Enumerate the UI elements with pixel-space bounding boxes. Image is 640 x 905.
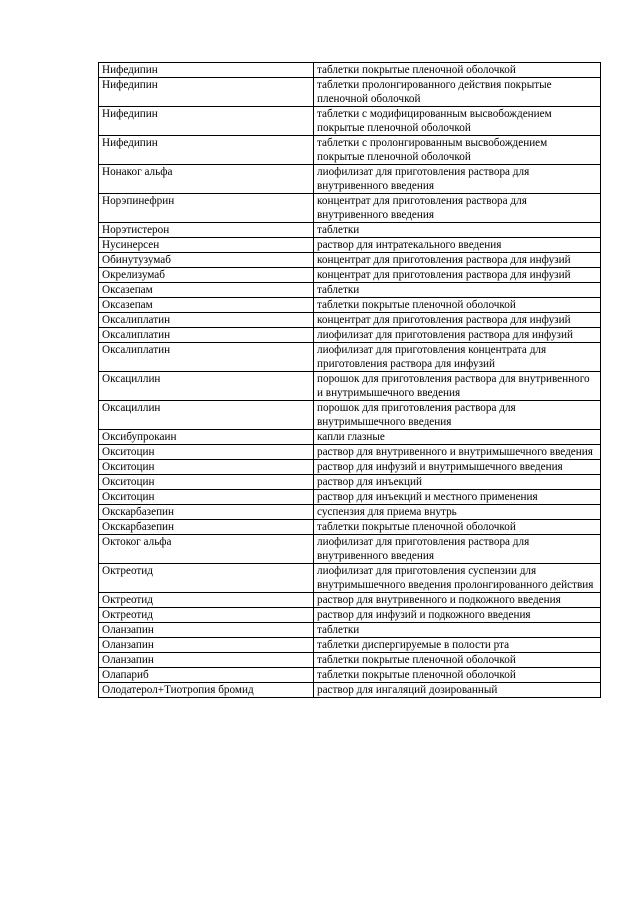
dosage-form-cell: суспензия для приема внутрь (314, 505, 601, 520)
table-row (99, 668, 601, 683)
dosage-form-cell: концентрат для приготовления раствора для внутривенного введения (314, 194, 601, 223)
table-row (99, 445, 601, 460)
table-row (99, 638, 601, 653)
drug-name-cell: Оксациллин (99, 372, 314, 401)
drug-name-cell: Октоког альфа (99, 535, 314, 564)
table-row (99, 223, 601, 238)
table-row (99, 107, 601, 136)
table-row (99, 490, 601, 505)
dosage-form-cell: таблетки диспергируемые в полости рта (314, 638, 601, 653)
dosage-form-cell: таблетки (314, 283, 601, 298)
drug-name-cell: Окскарбазепин (99, 505, 314, 520)
drug-name-cell: Норэтистерон (99, 223, 314, 238)
drug-name-cell: Оланзапин (99, 653, 314, 668)
dosage-form-cell: таблетки с пролонгированным высвобождением покрытые пленочной оболочкой (314, 136, 601, 165)
dosage-form-cell: лиофилизат для приготовления суспензии для внутримышечного введения пролонгированного действия (314, 564, 601, 593)
drug-name-cell: Окситоцин (99, 445, 314, 460)
table-row (99, 505, 601, 520)
drug-name-cell: Оксациллин (99, 401, 314, 430)
drug-name-cell: Оксазепам (99, 298, 314, 313)
drug-name-cell: Олапариб (99, 668, 314, 683)
dosage-form-cell: раствор для интратекального введения (314, 238, 601, 253)
table-row (99, 283, 601, 298)
table-row (99, 343, 601, 372)
drug-name-cell: Нонаког альфа (99, 165, 314, 194)
drug-name-cell: Окситоцин (99, 460, 314, 475)
dosage-form-cell: лиофилизат для приготовления раствора для инфузий (314, 328, 601, 343)
dosage-form-cell: таблетки пролонгированного действия покрытые пленочной оболочкой (314, 78, 601, 107)
drug-name-cell: Оланзапин (99, 623, 314, 638)
drug-name-cell: Оксалиплатин (99, 328, 314, 343)
table-row (99, 623, 601, 638)
table-row (99, 194, 601, 223)
dosage-form-cell: концентрат для приготовления раствора для инфузий (314, 253, 601, 268)
table-row (99, 63, 601, 78)
dosage-form-cell: раствор для инъекций и местного применения (314, 490, 601, 505)
drug-name-cell: Оксалиплатин (99, 343, 314, 372)
drug-name-cell: Оланзапин (99, 638, 314, 653)
table-row (99, 238, 601, 253)
drug-name-cell: Норэпинефрин (99, 194, 314, 223)
drug-name-cell: Окскарбазепин (99, 520, 314, 535)
dosage-form-cell: таблетки (314, 623, 601, 638)
table-row (99, 520, 601, 535)
drug-name-cell: Окситоцин (99, 475, 314, 490)
drug-name-cell: Оксазепам (99, 283, 314, 298)
table-row (99, 401, 601, 430)
dosage-form-cell: лиофилизат для приготовления раствора для внутривенного введения (314, 535, 601, 564)
dosage-form-cell: порошок для приготовления раствора для внутримышечного введения (314, 401, 601, 430)
dosage-form-cell: лиофилизат для приготовления концентрата для приготовления раствора для инфузий (314, 343, 601, 372)
table-row (99, 165, 601, 194)
dosage-form-cell: таблетки (314, 223, 601, 238)
table-row (99, 608, 601, 623)
dosage-form-cell: концентрат для приготовления раствора для инфузий (314, 313, 601, 328)
dosage-form-cell: таблетки покрытые пленочной оболочкой (314, 668, 601, 683)
dosage-form-cell: лиофилизат для приготовления раствора для внутривенного введения (314, 165, 601, 194)
table-row (99, 136, 601, 165)
table-row (99, 298, 601, 313)
dosage-form-cell: таблетки покрытые пленочной оболочкой (314, 520, 601, 535)
drug-name-cell: Октреотид (99, 593, 314, 608)
drug-table-body (99, 63, 601, 698)
table-row (99, 268, 601, 283)
dosage-form-cell: раствор для инфузий и подкожного введения (314, 608, 601, 623)
table-row (99, 430, 601, 445)
drug-name-cell: Октреотид (99, 608, 314, 623)
drug-name-cell: Окрелизумаб (99, 268, 314, 283)
table-row (99, 78, 601, 107)
dosage-form-cell: капли глазные (314, 430, 601, 445)
dosage-form-cell: таблетки покрытые пленочной оболочкой (314, 298, 601, 313)
dosage-form-cell: таблетки с модифицированным высвобождением покрытые пленочной оболочкой (314, 107, 601, 136)
drug-name-cell: Обинутузумаб (99, 253, 314, 268)
table-row (99, 535, 601, 564)
table-row (99, 564, 601, 593)
drug-name-cell: Нифедипин (99, 107, 314, 136)
table-row (99, 475, 601, 490)
table-row (99, 653, 601, 668)
dosage-form-cell: раствор для инъекций (314, 475, 601, 490)
dosage-form-cell: порошок для приготовления раствора для внутривенного и внутримышечного введения (314, 372, 601, 401)
drug-name-cell: Нусинерсен (99, 238, 314, 253)
table-row (99, 593, 601, 608)
drug-name-cell: Оксалиплатин (99, 313, 314, 328)
drug-table (98, 62, 601, 698)
table-row (99, 372, 601, 401)
dosage-form-cell: раствор для инфузий и внутримышечного введения (314, 460, 601, 475)
dosage-form-cell: таблетки покрытые пленочной оболочкой (314, 653, 601, 668)
table-row (99, 313, 601, 328)
drug-name-cell: Октреотид (99, 564, 314, 593)
table-row (99, 683, 601, 698)
table-row (99, 253, 601, 268)
dosage-form-cell: раствор для внутривенного и подкожного введения (314, 593, 601, 608)
dosage-form-cell: раствор для ингаляций дозированный (314, 683, 601, 698)
table-row (99, 328, 601, 343)
drug-name-cell: Олодатерол+Тиотропия бромид (99, 683, 314, 698)
dosage-form-cell: таблетки покрытые пленочной оболочкой (314, 63, 601, 78)
drug-name-cell: Нифедипин (99, 136, 314, 165)
drug-name-cell: Окситоцин (99, 490, 314, 505)
drug-name-cell: Оксибупрокаин (99, 430, 314, 445)
dosage-form-cell: раствор для внутривенного и внутримышечного введения (314, 445, 601, 460)
drug-name-cell: Нифедипин (99, 63, 314, 78)
drug-name-cell: Нифедипин (99, 78, 314, 107)
dosage-form-cell: концентрат для приготовления раствора для инфузий (314, 268, 601, 283)
table-row (99, 460, 601, 475)
